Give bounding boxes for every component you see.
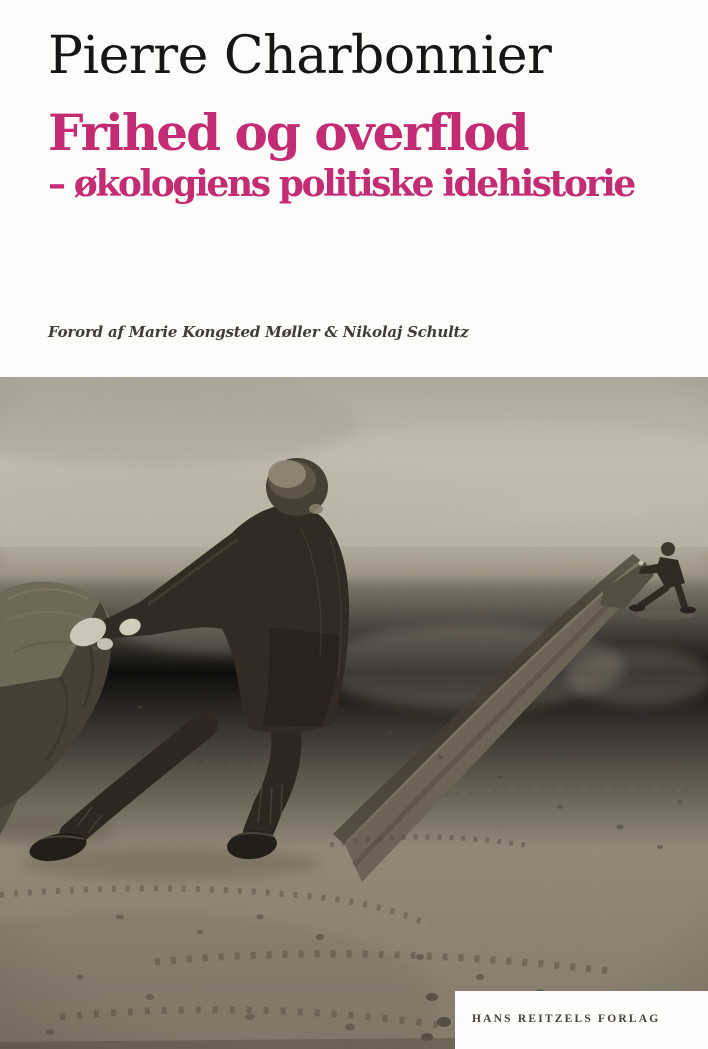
author-name: Pierre Charbonnier [48, 26, 552, 86]
cover-photograph [0, 377, 708, 1049]
turf-rolling-photo-illustration [0, 377, 708, 1049]
book-title: Frihed og overflod [48, 103, 528, 162]
photo-grain [0, 377, 708, 1049]
publisher-name: HANS REITZELS FORLAG [472, 1013, 661, 1025]
book-subtitle: – økologiens politiske idehistorie [48, 163, 634, 205]
foreword-credit: Forord af Marie Kongsted Møller & Nikolaj Schultz [48, 323, 469, 341]
publisher-box [455, 991, 708, 1049]
